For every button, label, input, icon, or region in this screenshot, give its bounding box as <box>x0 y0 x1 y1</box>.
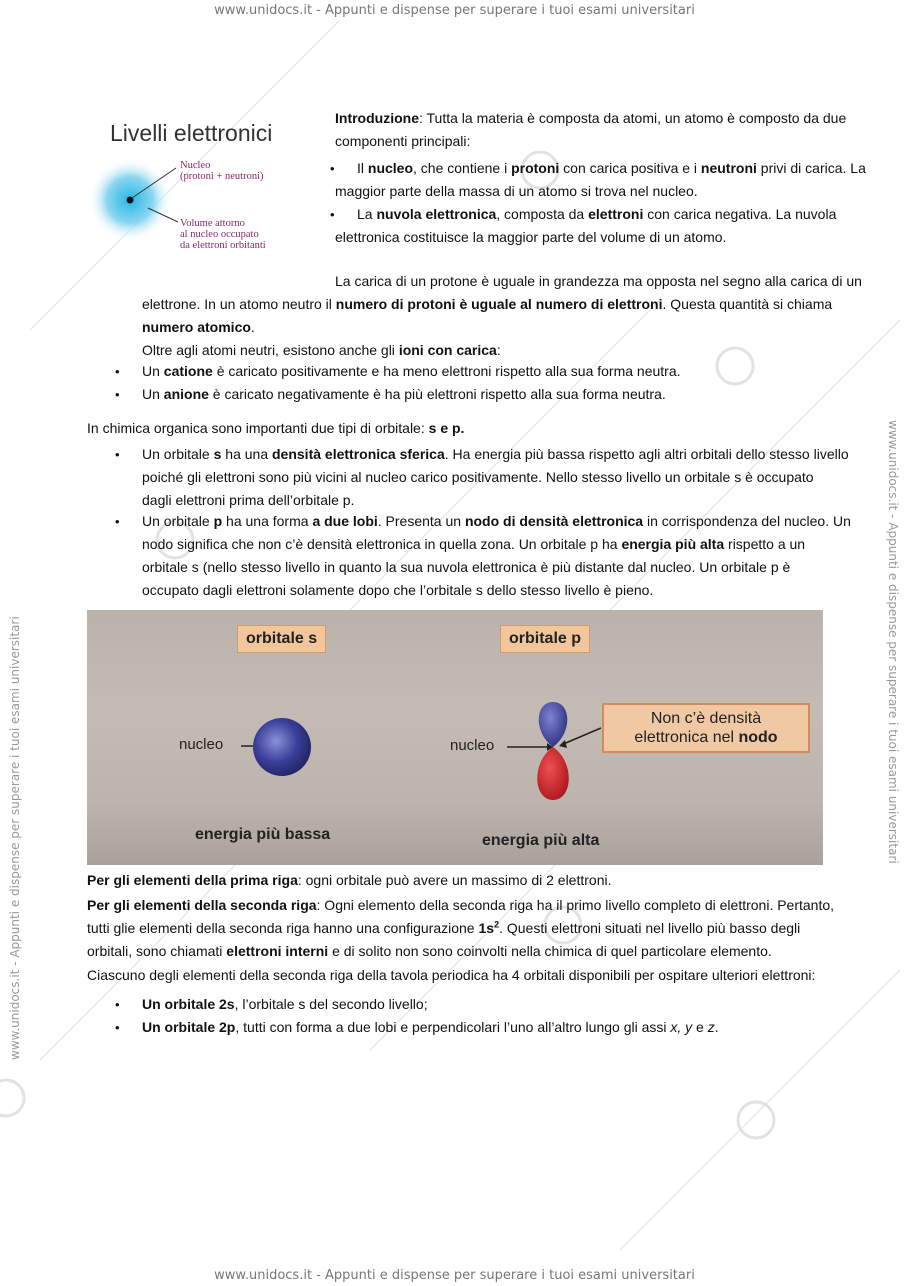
list-item-2s: • Un orbitale 2s, l’orbitale s del secondo livello; <box>142 993 902 1016</box>
list-item-anione: • Un anione è caricato negativamente è ha più elettroni rispetto alla sua forma neutra. <box>142 383 902 406</box>
orbitali-disponibili: Ciascuno degli elementi della seconda riga della tavola periodica ha 4 orbitali disponibili per ospitare ulteriori elettroni: <box>87 967 816 983</box>
label-volume-1: Volume attorno <box>180 218 245 229</box>
label-volume-3: da elettroni orbitanti <box>180 240 266 251</box>
nuvola-continuation: elettronica costituisce la maggior parte del volume di un atomo. <box>335 229 727 245</box>
carica-line-2: elettrone. In un atomo neutro il numero di protoni è uguale al numero di elettroni. Questa quantità si chiama <box>142 296 833 312</box>
carica-line-4: Oltre agli atomi neutri, esistono anche gli ioni con carica: <box>142 342 501 358</box>
list-item-orbitale-p: • Un orbitale p ha una forma a due lobi. Presenta un nodo di densità elettronica in corrispondenza del nucleo. Un nodo significa che non c’è densità elettronica in quella zona. Un orbitale p ha energia più alta rispetto a un orbitale s (nello stesso livello in quanto la sua nuvola elettronica è più distante dal nucleo. Un orbitale p è occupato dagli elettroni solamente dopo che l’orbitale s dello stesso livello è pieno. <box>142 510 909 602</box>
list-item-orbitale-s: • Un orbitale s ha una densità elettronica sferica. Ha energia più bassa rispetto agli altri orbitali dello stesso livello poiché gli elettroni sono più vicini al nucleo carico positivamente. Nello stesso livello un orbitale s è occupato dagli elettroni prima dell’orbitale p. <box>142 443 909 512</box>
label-energia-bassa: energia più bassa <box>195 826 331 843</box>
side-watermark-left: www.unidocs.it - Appunti e dispense per superare i tuoi esami universitari <box>8 616 22 1060</box>
side-watermark-right: www.unidocs.it - Appunti e dispense per superare i tuoi esami universitari <box>886 420 900 864</box>
list-item-nuvola: • La nuvola elettronica, composta da elettroni con carica negativa. La nuvola <box>357 203 907 226</box>
label-nucleo-p: nucleo <box>450 737 495 754</box>
carica-line-1: La carica di un protone è uguale in grandezza ma opposta nel segno alla carica di un <box>335 273 862 289</box>
orbitals-photo <box>87 610 823 865</box>
orbitali-intro: In chimica organica sono importanti due tipi di orbitale: s e p. <box>87 420 465 436</box>
tag-orbitale-p: orbitale p <box>500 625 590 653</box>
label-nucleo: Nucleo <box>180 160 211 171</box>
atom-figure <box>88 110 308 270</box>
page-footer: www.unidocs.it - Appunti e dispense per superare i tuoi esami universitari <box>214 1268 695 1283</box>
page-header: www.unidocs.it - Appunti e dispense per superare i tuoi esami universitari <box>214 3 695 18</box>
list-item-catione: • Un catione è caricato positivamente e ha meno elettroni rispetto alla sua forma neutra. <box>142 360 902 383</box>
list-item-nucleo: • Il nucleo, che contiene i protoni con carica positiva e i neutroni privi di carica. La <box>357 157 907 180</box>
label-nucleo-sub: (protoni + neutroni) <box>180 171 264 182</box>
label-volume-2: al nucleo occupato <box>180 229 259 240</box>
intro-paragraph: Introduzione: Tutta la materia è composta da atomi, un atomo è composto da due componenti principali: <box>335 110 847 149</box>
prima-riga: Per gli elementi della prima riga: ogni orbitale può avere un massimo di 2 elettroni. <box>87 872 612 888</box>
list-item-2p: • Un orbitale 2p, tutti con forma a due lobi e perpendicolari l’uno all’altro lungo gli assi x, y e z. <box>142 1016 902 1039</box>
label-energia-alta: energia più alta <box>482 832 600 849</box>
callout-nodo: Non c’è densità elettronica nel nodo <box>602 703 810 753</box>
figure-title: Livelli elettronici <box>110 120 273 146</box>
carica-line-3: numero atomico. <box>142 319 255 335</box>
tag-orbitale-s: orbitale s <box>237 625 326 653</box>
label-nucleo-s: nucleo <box>179 736 224 753</box>
nucleo-continuation: maggior parte della massa di un atomo si trova nel nucleo. <box>335 183 698 199</box>
seconda-riga: Per gli elementi della seconda riga: Ogni elemento della seconda riga ha il primo livello completo di elettroni. Pertanto, tutti glie elementi della seconda riga hanno una configurazione $1s^2$. Questi elettroni situati nel livello più basso degli orbitali, sono chiamati elettroni interni e di solito non sono coinvolti nella chimica di quel particolare elemento. <box>87 897 835 959</box>
